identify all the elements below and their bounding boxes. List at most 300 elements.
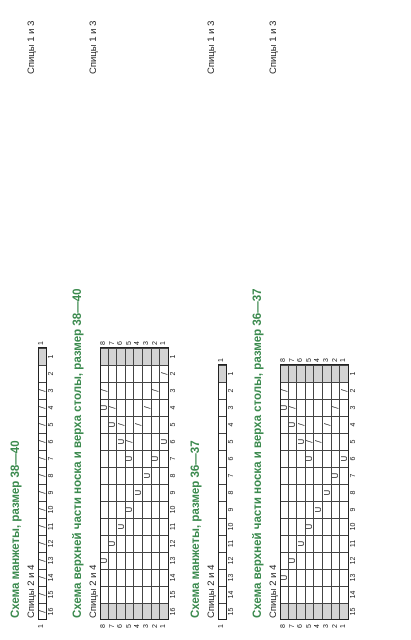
- decrease-symbol: /: [116, 423, 126, 426]
- column-number: 7: [47, 456, 55, 461]
- chart-cell: [126, 518, 135, 535]
- chart-cell: [280, 365, 289, 382]
- chart-cell: [323, 365, 332, 382]
- column-number: 12: [227, 556, 235, 565]
- chart-cell: [297, 467, 306, 484]
- chart-cell: [109, 552, 118, 569]
- chart-cell: [280, 535, 289, 552]
- needles-2-4-label: Спицы 2 и 4: [88, 564, 99, 618]
- chart-cell: [160, 586, 169, 603]
- column-number: 1: [47, 354, 55, 359]
- needles-1-3-label: Спицы 1 и 3: [88, 20, 99, 74]
- chart-cell: [218, 365, 227, 382]
- decrease-symbol: /: [288, 406, 298, 409]
- section-title-top-36-37: Схема верхней части носка и верха столы, размер 36—37: [252, 288, 264, 618]
- chart-cell: [143, 365, 152, 382]
- yarn-over-symbol: U: [142, 472, 152, 479]
- chart-cell: [134, 569, 143, 586]
- chart-cell: [314, 484, 323, 501]
- chart-cell: [152, 399, 161, 416]
- decrease-symbol: /: [37, 491, 47, 494]
- column-number: 14: [349, 590, 357, 599]
- yarn-over-symbol: U: [116, 438, 126, 445]
- chart-cell: [100, 603, 109, 620]
- decrease-symbol: /: [142, 406, 152, 409]
- chart-cell: [218, 535, 227, 552]
- column-number: 11: [47, 522, 55, 531]
- row-number-left: 4: [134, 624, 142, 628]
- yarn-over-symbol: U: [151, 455, 161, 462]
- decrease-symbol: /: [37, 457, 47, 460]
- column-number: 8: [227, 490, 235, 495]
- column-number: 16: [47, 607, 55, 616]
- row-number-left: 3: [143, 624, 150, 628]
- row-number-left: 3: [323, 624, 330, 628]
- chart-cell: [332, 365, 341, 382]
- chart-cell: [306, 535, 315, 552]
- chart-cell: [332, 416, 341, 433]
- chart-cell: [126, 535, 135, 552]
- chart-cell: [218, 569, 227, 586]
- decrease-symbol: /: [159, 372, 169, 375]
- column-number: 8: [47, 473, 55, 478]
- yarn-over-symbol: U: [99, 557, 109, 564]
- chart-cell: [306, 552, 315, 569]
- row-number-left: 1: [218, 624, 225, 628]
- chart-cell: [297, 365, 306, 382]
- row-number-right: 7: [108, 341, 116, 345]
- chart-cell: [152, 348, 161, 365]
- chart-cell: [314, 365, 323, 382]
- chart-cell: [152, 484, 161, 501]
- chart-cell: [109, 467, 118, 484]
- chart-cell: [297, 552, 306, 569]
- row-number-left: 1: [38, 624, 45, 628]
- column-number: 10: [349, 522, 357, 531]
- chart-cell: [280, 586, 289, 603]
- chart-cell: [340, 586, 349, 603]
- chart-cell: [218, 399, 227, 416]
- chart-cell: [100, 365, 109, 382]
- chart-cell: [152, 501, 161, 518]
- column-number: 10: [169, 505, 177, 514]
- decrease-symbol: /: [99, 389, 109, 392]
- decrease-symbol: /: [125, 440, 135, 443]
- chart-cell: [109, 586, 118, 603]
- chart-cell: [289, 467, 298, 484]
- row-number-left: 8: [280, 624, 287, 628]
- chart-cell: [100, 569, 109, 586]
- needles-2-4-label: Спицы 2 и 4: [26, 564, 37, 618]
- chart-cell: [134, 552, 143, 569]
- chart-cell: [297, 603, 306, 620]
- column-number: 15: [47, 590, 55, 599]
- chart-cell: [218, 382, 227, 399]
- decrease-symbol: /: [37, 423, 47, 426]
- chart-cell: [143, 484, 152, 501]
- column-number: 4: [169, 405, 177, 410]
- chart-cell: [218, 433, 227, 450]
- chart-cell: [323, 518, 332, 535]
- chart-cell: [143, 501, 152, 518]
- chart-cell: [280, 501, 289, 518]
- chart-cell: [109, 501, 118, 518]
- chart-cell: [134, 467, 143, 484]
- chart-cell: [340, 518, 349, 535]
- chart-cell: [143, 603, 152, 620]
- chart-cell: [306, 569, 315, 586]
- column-number: 6: [169, 439, 177, 444]
- yarn-over-symbol: U: [133, 489, 143, 496]
- column-number: 2: [47, 371, 55, 376]
- yarn-over-symbol: U: [296, 438, 306, 445]
- row-number-right: 4: [314, 358, 322, 362]
- yarn-over-symbol: U: [288, 557, 298, 564]
- column-number: 4: [349, 422, 357, 427]
- chart-cell: [297, 382, 306, 399]
- chart-cell: [160, 552, 169, 569]
- needles-1-3-label: Спицы 1 и 3: [26, 20, 37, 74]
- needles-1-3-label: Спицы 1 и 3: [206, 20, 217, 74]
- column-number: 3: [349, 405, 357, 410]
- chart-cell: [117, 348, 126, 365]
- chart-cell: [134, 501, 143, 518]
- chart-cell: [152, 416, 161, 433]
- chart-cell: [117, 484, 126, 501]
- column-number: 9: [349, 507, 357, 512]
- chart-cell: [332, 518, 341, 535]
- row-number-left: 7: [288, 624, 296, 628]
- chart-cell: [134, 365, 143, 382]
- decrease-symbol: /: [331, 406, 341, 409]
- column-number: 3: [227, 405, 235, 410]
- chart-cell: [323, 586, 332, 603]
- chart-cell: [100, 518, 109, 535]
- decrease-symbol: /: [37, 474, 47, 477]
- column-number: 13: [169, 556, 177, 565]
- column-number: 11: [227, 539, 235, 548]
- chart-cell: [152, 569, 161, 586]
- chart-cell: [100, 501, 109, 518]
- chart-cell: [109, 433, 118, 450]
- column-number: 5: [349, 439, 357, 444]
- yarn-over-symbol: U: [99, 404, 109, 411]
- chart-cell: [332, 535, 341, 552]
- column-number: 2: [227, 388, 235, 393]
- chart-cell: [332, 382, 341, 399]
- chart-cell: [218, 586, 227, 603]
- column-number: 7: [349, 473, 357, 478]
- decrease-symbol: /: [37, 559, 47, 562]
- chart-cell: [297, 501, 306, 518]
- chart-cell: [160, 450, 169, 467]
- chart-cell: [134, 399, 143, 416]
- column-number: 15: [349, 607, 357, 616]
- chart-cell: [100, 348, 109, 365]
- chart-cell: [134, 450, 143, 467]
- row-number-left: 6: [297, 624, 305, 628]
- yarn-over-symbol: U: [125, 506, 135, 513]
- decrease-symbol: /: [339, 389, 349, 392]
- chart-cell: [340, 467, 349, 484]
- column-number: 11: [349, 539, 357, 548]
- chart-cell: [314, 535, 323, 552]
- column-number: 13: [349, 573, 357, 582]
- chart-cell: [289, 365, 298, 382]
- chart-cell: [143, 586, 152, 603]
- chart-cell: [306, 603, 315, 620]
- chart-cell: [160, 603, 169, 620]
- yarn-over-symbol: U: [313, 506, 323, 513]
- row-number-right: 1: [218, 358, 225, 362]
- column-number: 4: [47, 405, 55, 410]
- chart-cell: [323, 552, 332, 569]
- chart-cell: [306, 382, 315, 399]
- column-number: 11: [169, 522, 177, 531]
- row-number-left: 2: [151, 624, 159, 628]
- yarn-over-symbol: U: [116, 523, 126, 530]
- row-number-left: 2: [331, 624, 339, 628]
- column-number: 1: [169, 354, 177, 359]
- section-title-cuff-38-40: Схема манжеты, размер 38—40: [10, 440, 22, 618]
- chart-cell: [134, 433, 143, 450]
- column-number: 12: [349, 556, 357, 565]
- column-number: 14: [47, 573, 55, 582]
- chart-cell: [152, 603, 161, 620]
- chart-cell: [134, 603, 143, 620]
- row-number-left: 1: [160, 624, 168, 628]
- chart-cell: [340, 484, 349, 501]
- chart-cell: [289, 501, 298, 518]
- chart-cell: [340, 535, 349, 552]
- decrease-symbol: /: [133, 423, 143, 426]
- chart-cell: [152, 467, 161, 484]
- chart-cell: [340, 603, 349, 620]
- chart-cell: [160, 501, 169, 518]
- chart-cell: [109, 484, 118, 501]
- column-number: 14: [227, 590, 235, 599]
- chart-cell: [143, 416, 152, 433]
- row-number-left: 5: [305, 624, 313, 628]
- chart-cell: [126, 399, 135, 416]
- chart-cell: [100, 586, 109, 603]
- chart-cell: [332, 450, 341, 467]
- column-number: 9: [47, 490, 55, 495]
- chart-cell: [143, 348, 152, 365]
- row-number-right: 8: [280, 358, 287, 362]
- decrease-symbol: /: [313, 440, 323, 443]
- column-number: 12: [47, 539, 55, 548]
- column-number: 12: [169, 539, 177, 548]
- chart-cell: [289, 569, 298, 586]
- chart-cell: [218, 467, 227, 484]
- column-number: 1: [227, 371, 235, 376]
- chart-cell: [297, 399, 306, 416]
- chart-cell: [126, 348, 135, 365]
- chart-cell: [306, 365, 315, 382]
- chart-cell: [117, 552, 126, 569]
- chart-cell: [280, 518, 289, 535]
- column-number: 15: [227, 607, 235, 616]
- chart-cell: [332, 569, 341, 586]
- chart-cell: [152, 365, 161, 382]
- chart-cell: [160, 348, 169, 365]
- row-number-right: 3: [323, 358, 330, 362]
- row-number-right: 6: [117, 341, 125, 345]
- chart-cell: [152, 586, 161, 603]
- row-number-left: 4: [314, 624, 322, 628]
- column-number: 2: [349, 388, 357, 393]
- chart-cell: [117, 467, 126, 484]
- chart-cell: [314, 586, 323, 603]
- chart-cell: [289, 586, 298, 603]
- chart-cell: [109, 450, 118, 467]
- yarn-over-symbol: U: [108, 421, 118, 428]
- column-number: 8: [349, 490, 357, 495]
- chart-cell: [314, 382, 323, 399]
- row-number-right: 5: [125, 341, 133, 345]
- row-number-right: 3: [143, 341, 150, 345]
- chart-cell: [332, 586, 341, 603]
- decrease-symbol: /: [37, 610, 47, 613]
- column-number: 9: [227, 507, 235, 512]
- chart-cell: [117, 586, 126, 603]
- chart-cell: [152, 535, 161, 552]
- column-number: 2: [169, 371, 177, 376]
- row-number-left: 1: [340, 624, 348, 628]
- chart-cell: [218, 603, 227, 620]
- chart-cell: [126, 586, 135, 603]
- needles-2-4-label: Спицы 2 и 4: [206, 564, 217, 618]
- chart-cell: [289, 450, 298, 467]
- chart-cell: [314, 603, 323, 620]
- needles-2-4-label: Спицы 2 и 4: [268, 564, 279, 618]
- chart-cell: [117, 399, 126, 416]
- row-number-right: 4: [134, 341, 142, 345]
- chart-cell: [38, 365, 47, 382]
- chart-cell: [280, 603, 289, 620]
- decrease-symbol: /: [296, 423, 306, 426]
- decrease-symbol: /: [37, 542, 47, 545]
- chart-cell: [126, 603, 135, 620]
- chart-cell: [297, 586, 306, 603]
- row-number-right: 7: [288, 358, 296, 362]
- column-number: 4: [227, 422, 235, 427]
- chart-cell: [152, 518, 161, 535]
- yarn-over-symbol: U: [305, 455, 315, 462]
- column-number: 16: [169, 607, 177, 616]
- chart-cell: [109, 518, 118, 535]
- chart-cell: [109, 348, 118, 365]
- decrease-symbol: /: [37, 406, 47, 409]
- chart-cell: [323, 382, 332, 399]
- chart-cell: [152, 433, 161, 450]
- decrease-symbol: /: [322, 423, 332, 426]
- yarn-over-symbol: U: [305, 523, 315, 530]
- chart-cell: [332, 552, 341, 569]
- column-number: 6: [349, 456, 357, 461]
- chart-cell: [100, 450, 109, 467]
- chart-cell: [160, 416, 169, 433]
- row-number-right: 1: [160, 341, 168, 345]
- column-number: 13: [47, 556, 55, 565]
- chart-cell: [100, 467, 109, 484]
- chart-cell: [143, 569, 152, 586]
- yarn-over-symbol: U: [288, 421, 298, 428]
- chart-cell: [297, 484, 306, 501]
- chart-cell: [323, 450, 332, 467]
- chart-cell: [323, 501, 332, 518]
- column-number: 5: [47, 422, 55, 427]
- decrease-symbol: /: [108, 406, 118, 409]
- chart-cell: [100, 433, 109, 450]
- chart-cell: [134, 382, 143, 399]
- chart-cell: [323, 569, 332, 586]
- decrease-symbol: /: [305, 440, 315, 443]
- yarn-over-symbol: U: [159, 438, 169, 445]
- chart-cell: [152, 552, 161, 569]
- chart-cell: [314, 518, 323, 535]
- chart-cell: [126, 382, 135, 399]
- chart-cell: [340, 416, 349, 433]
- decrease-symbol: /: [37, 440, 47, 443]
- chart-cell: [306, 586, 315, 603]
- column-number: 5: [169, 422, 177, 427]
- decrease-symbol: /: [151, 389, 161, 392]
- section-title-top-38-40: Схема верхней части носка и верха столы, размер 38—40: [72, 288, 84, 618]
- chart-cell: [38, 348, 47, 365]
- chart-cell: [218, 484, 227, 501]
- chart-cell: [289, 535, 298, 552]
- row-number-right: 5: [305, 358, 313, 362]
- chart-cell: [332, 484, 341, 501]
- column-number: 15: [169, 590, 177, 599]
- chart-cell: [134, 348, 143, 365]
- column-number: 10: [227, 522, 235, 531]
- row-number-right: 2: [151, 341, 159, 345]
- chart-cell: [143, 518, 152, 535]
- chart-cell: [332, 603, 341, 620]
- chart-cell: [126, 569, 135, 586]
- column-number: 5: [227, 439, 235, 444]
- chart-cell: [126, 467, 135, 484]
- row-number-left: 6: [117, 624, 125, 628]
- chart-cell: [117, 569, 126, 586]
- chart-cell: [218, 501, 227, 518]
- chart-cell: [218, 450, 227, 467]
- chart-cell: [289, 433, 298, 450]
- row-number-right: 1: [38, 341, 45, 345]
- chart-cell: [289, 603, 298, 620]
- chart-cell: [280, 484, 289, 501]
- chart-cell: [160, 569, 169, 586]
- chart-cell: [306, 484, 315, 501]
- chart-cell: [297, 569, 306, 586]
- chart-cell: [117, 535, 126, 552]
- column-number: 6: [47, 439, 55, 444]
- column-number: 8: [169, 473, 177, 478]
- chart-cell: [323, 535, 332, 552]
- row-number-left: 8: [100, 624, 107, 628]
- chart-cell: [117, 365, 126, 382]
- column-number: 7: [169, 456, 177, 461]
- chart-cell: [160, 484, 169, 501]
- chart-cell: [289, 382, 298, 399]
- row-number-right: 2: [331, 358, 339, 362]
- column-number: 10: [47, 505, 55, 514]
- decrease-symbol: /: [37, 525, 47, 528]
- chart-cell: [218, 518, 227, 535]
